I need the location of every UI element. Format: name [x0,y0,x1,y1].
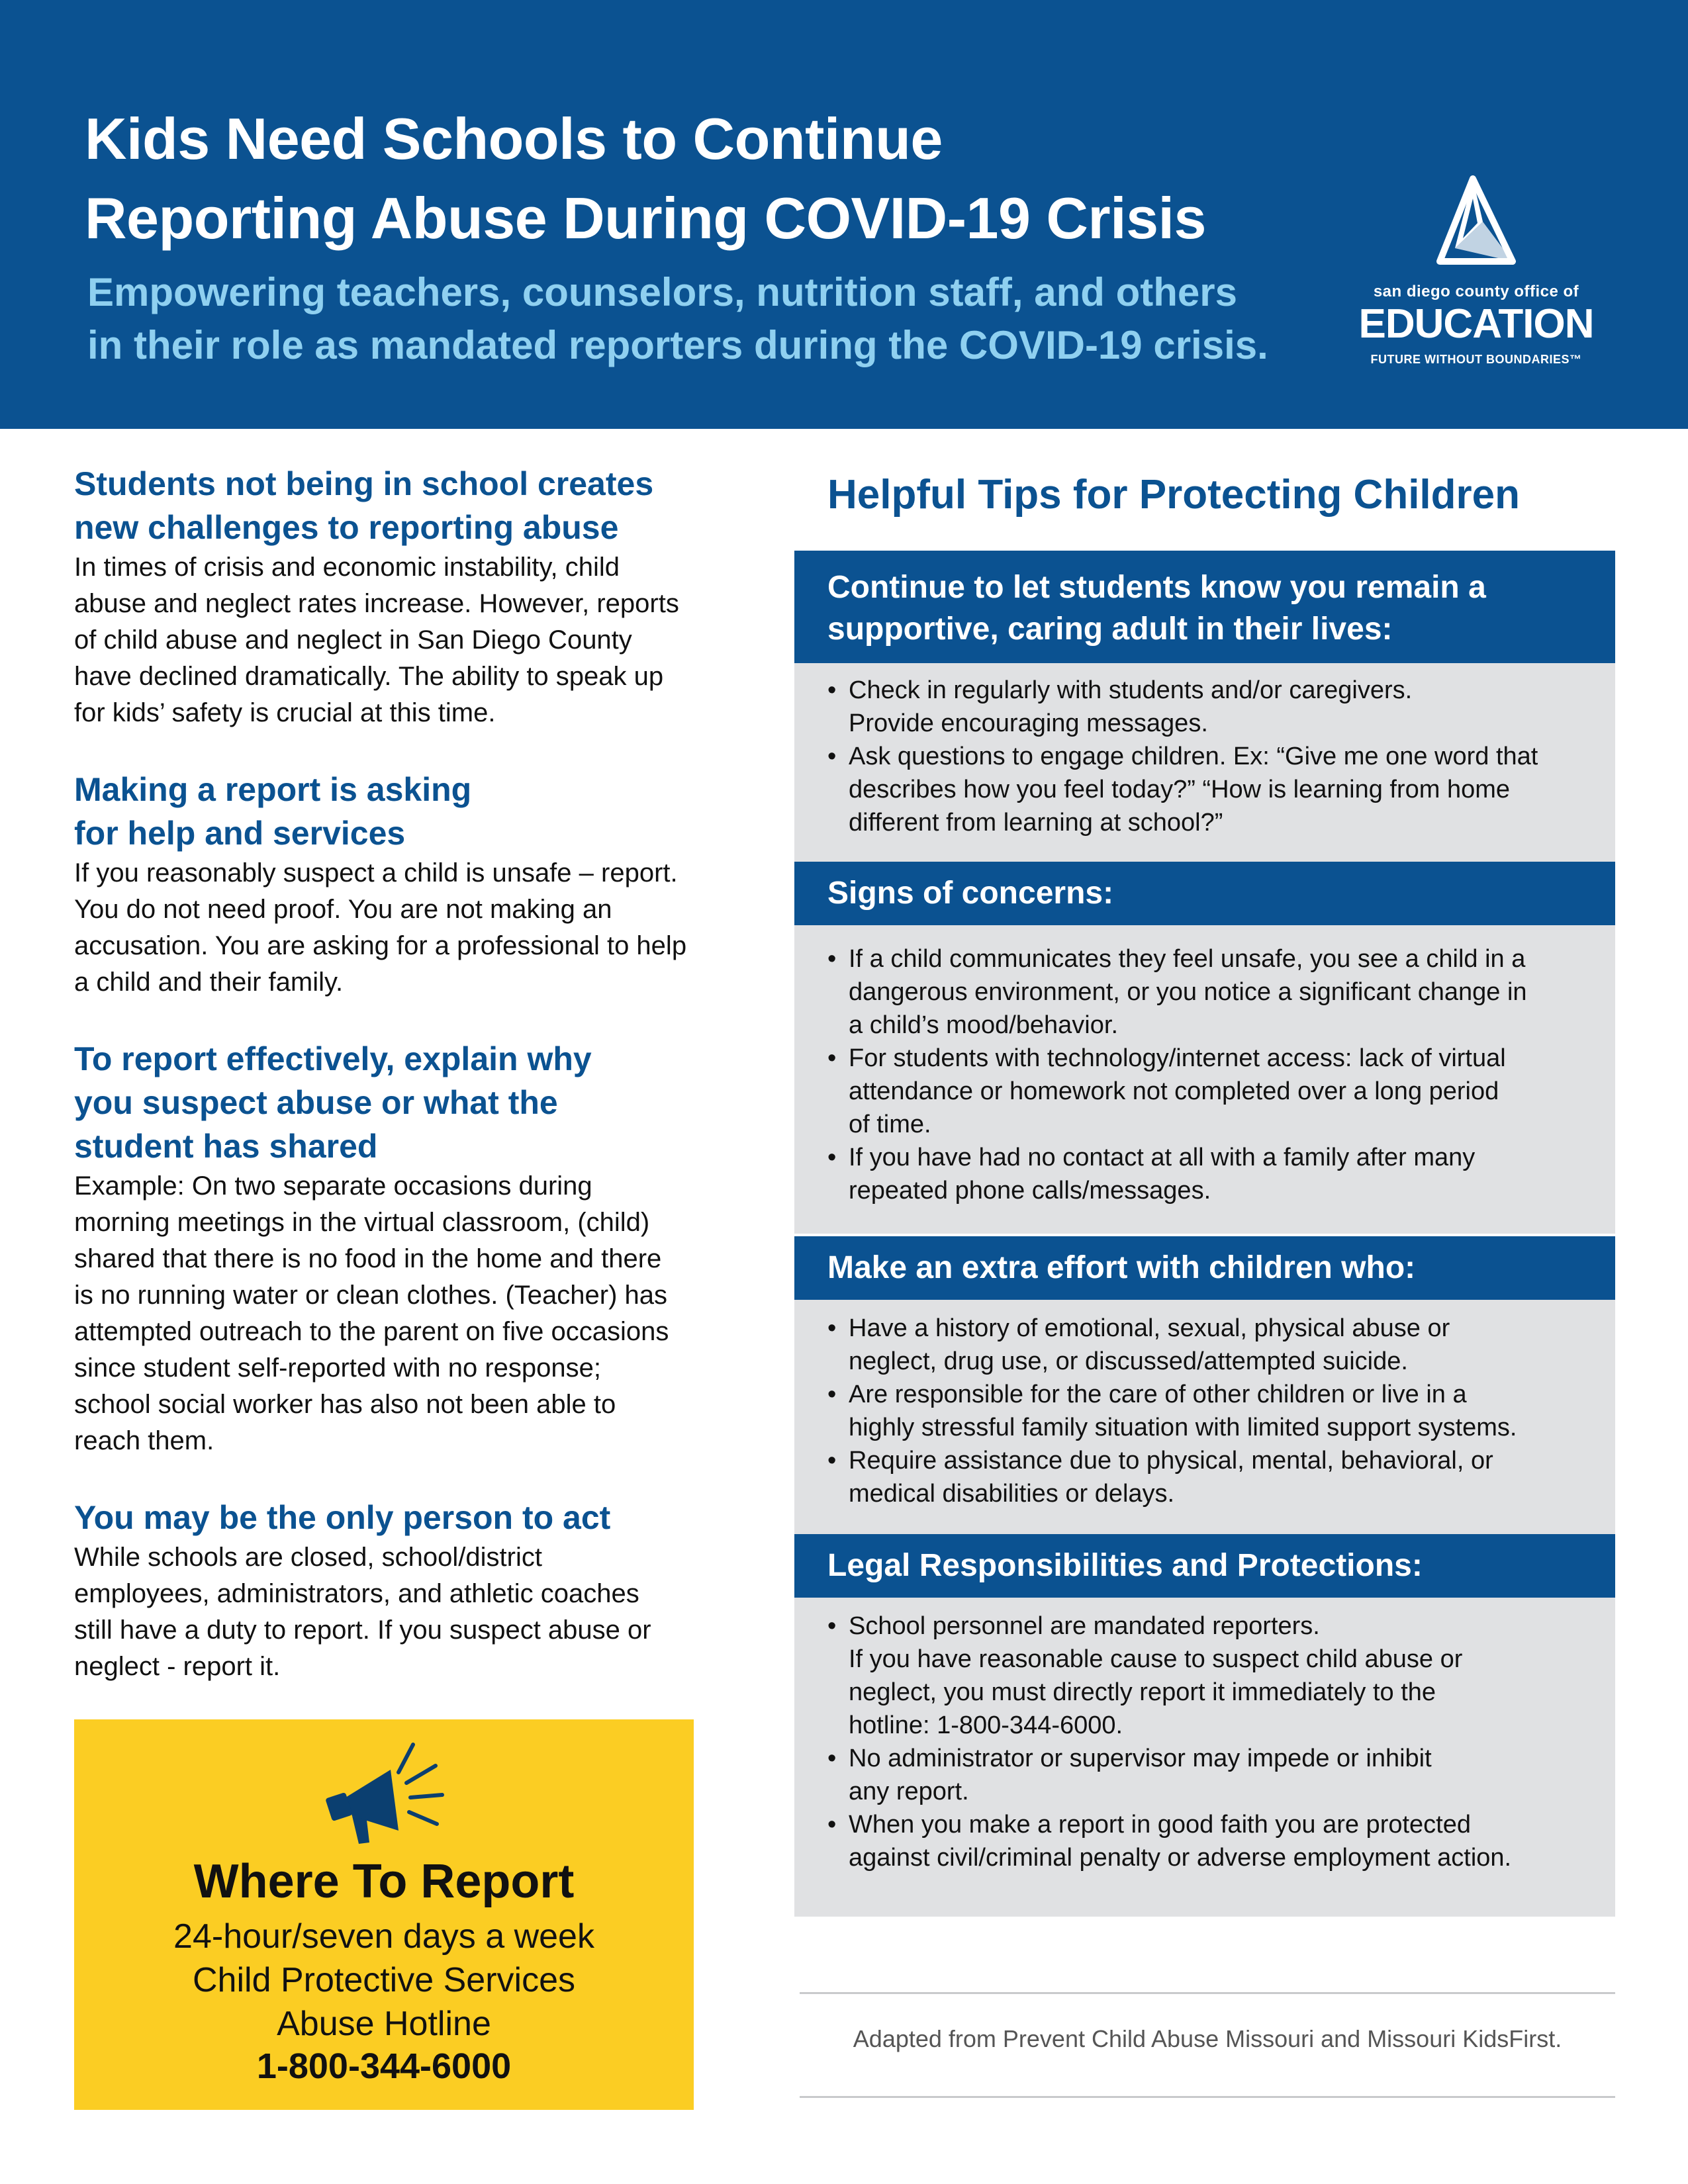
body-line: is no running water or clean clothes. (Teacher) has [74,1281,668,1310]
megaphone-icon [306,1731,465,1850]
logo-small-text: san diego county office of [1373,283,1579,300]
body-line: shared that there is no food in the home and there [74,1244,662,1273]
report-line: Abuse Hotline [277,2005,491,2043]
heading-line: new challenges to reporting abuse [74,509,619,546]
list-item: • If you have had no contact at all with a family after many repeated phone calls/messages. [794,1141,1615,1207]
heading-line: Make an extra effort with children who: [827,1250,1416,1285]
body-line: school social worker has also not been able to [74,1390,616,1419]
panel-extra-effort [794,1236,1615,1535]
section-heading [74,1496,743,1539]
body-line: You do not need proof. You are not making an [74,895,612,924]
page-title [85,99,1342,258]
report-title: Where To Report [193,1855,575,1908]
panel-body [794,663,1615,862]
subtitle-line: Empowering teachers, counselors, nutrition staff, and others [87,270,1237,314]
heading-line: you suspect abuse or what the [74,1084,558,1121]
panel-body [794,1598,1615,1917]
body-line: reach them. [74,1426,214,1455]
section-only-person [74,1496,743,1685]
list-item: • Require assistance due to physical, mental, behavioral, or medical disabilities or delays. [794,1444,1615,1510]
title-line: Reporting Abuse During COVID-19 Crisis [85,185,1206,251]
list-item: • If a child communicates they feel unsafe, you see a child in a dangerous environment, or you notice a significant change in a child’s mood/behavior. [794,942,1615,1042]
panel-supportive-adult [794,551,1615,862]
section-body [74,855,743,1001]
heading-line: Continue to let students know you remain a [827,570,1486,605]
triangle-logo-icon [1436,175,1516,268]
section-body [74,549,743,731]
section-heading [74,462,743,549]
body-line: While schools are closed, school/district [74,1543,542,1572]
section-body [74,1168,743,1459]
panel-body [794,925,1615,1234]
section-heading [74,768,743,855]
heading-line: supportive, caring adult in their lives: [827,612,1393,647]
body-line: since student self-reported with no response; [74,1353,601,1383]
body-line: neglect - report it. [74,1652,281,1681]
report-line: 24-hour/seven days a week [173,1917,594,1956]
body-line: accusation. You are asking for a professional to help [74,931,687,960]
list-item: • School personnel are mandated reporters. If you have reasonable cause to suspect child abuse or neglect, you must directly report it immediately to the hotline: 1-800-344-6000. [794,1610,1615,1742]
heading-line: Making a report is asking [74,771,472,808]
where-to-report-box [74,1719,694,2110]
body-line: for kids’ safety is crucial at this time. [74,698,496,727]
list-item: • Are responsible for the care of other children or live in a highly stressful family situation with limited support systems. [794,1378,1615,1444]
subtitle-line: in their role as mandated reporters during the COVID-19 crisis. [87,323,1268,367]
section-heading [74,1037,743,1168]
heading-line: Students not being in school creates [74,465,654,502]
tips-title: Helpful Tips for Protecting Children [827,472,1521,518]
section-challenges [74,462,743,731]
body-line: a child and their family. [74,968,344,997]
logo-tagline: FUTURE WITHOUT BOUNDARIES™ [1370,353,1582,366]
panel-heading [794,1236,1615,1300]
list-item: • Have a history of emotional, sexual, physical abuse or neglect, drug use, or discussed/attempted suicide. [794,1312,1615,1378]
heading-line: You may be the only person to act [74,1499,611,1536]
heading-line: Signs of concerns: [827,876,1114,911]
list-item: • When you make a report in good faith you are protected against civil/criminal penalty or adverse employment action. [794,1808,1615,1874]
panel-signs-of-concerns [794,862,1615,1234]
body-line: If you reasonably suspect a child is unsafe – report. [74,858,678,887]
body-line: morning meetings in the virtual classroom, (child) [74,1208,650,1237]
heading-line: student has shared [74,1128,378,1165]
list-item: • No administrator or supervisor may impede or inhibit any report. [794,1742,1615,1808]
heading-line: Legal Responsibilities and Protections: [827,1548,1423,1583]
logo-wordmark: EDUCATION [1358,301,1594,347]
section-report-effectively [74,1037,743,1459]
section-asking-for-help [74,768,743,1001]
body-line: still have a duty to report. If you suspect abuse or [74,1615,651,1645]
body-line: have declined dramatically. The ability to speak up [74,662,664,691]
body-line: abuse and neglect rates increase. However, reports [74,589,679,618]
list-item: • For students with technology/internet access: lack of virtual attendance or homework not completed over a long period of time. [794,1042,1615,1141]
credit-text: Adapted from Prevent Child Abuse Missouri and Missouri KidsFirst. [853,2025,1562,2052]
report-line: Child Protective Services [193,1961,575,1999]
panel-heading [794,862,1615,925]
heading-line: for help and services [74,815,406,852]
hotline-phone-number[interactable]: 1-800-344-6000 [256,2046,512,2086]
body-line: of child abuse and neglect in San Diego County [74,625,632,655]
body-line: attempted outreach to the parent on five occasions [74,1317,669,1346]
report-details [74,1915,694,2046]
heading-line: To report effectively, explain why [74,1040,592,1077]
panel-heading [794,551,1615,663]
list-item: • Ask questions to engage children. Ex: “Give me one word that describes how you feel today?” “How is learning from home different from learning at school?” [794,740,1615,839]
page-subtitle [87,266,1378,372]
body-line: employees, administrators, and athletic coaches [74,1579,639,1608]
panel-heading [794,1534,1615,1598]
header-banner [0,0,1688,429]
panel-body [794,1300,1615,1535]
divider [800,2096,1615,2098]
title-line: Kids Need Schools to Continue [85,106,943,171]
left-column [74,462,743,1685]
section-body [74,1539,743,1685]
sdcoe-logo [1344,175,1609,374]
panel-legal-responsibilities [794,1534,1615,1917]
list-item: • Check in regularly with students and/or caregivers. Provide encouraging messages. [794,674,1615,740]
body-line: In times of crisis and economic instability, child [74,553,620,582]
body-line: Example: On two separate occasions during [74,1171,592,1201]
divider [800,1992,1615,1994]
